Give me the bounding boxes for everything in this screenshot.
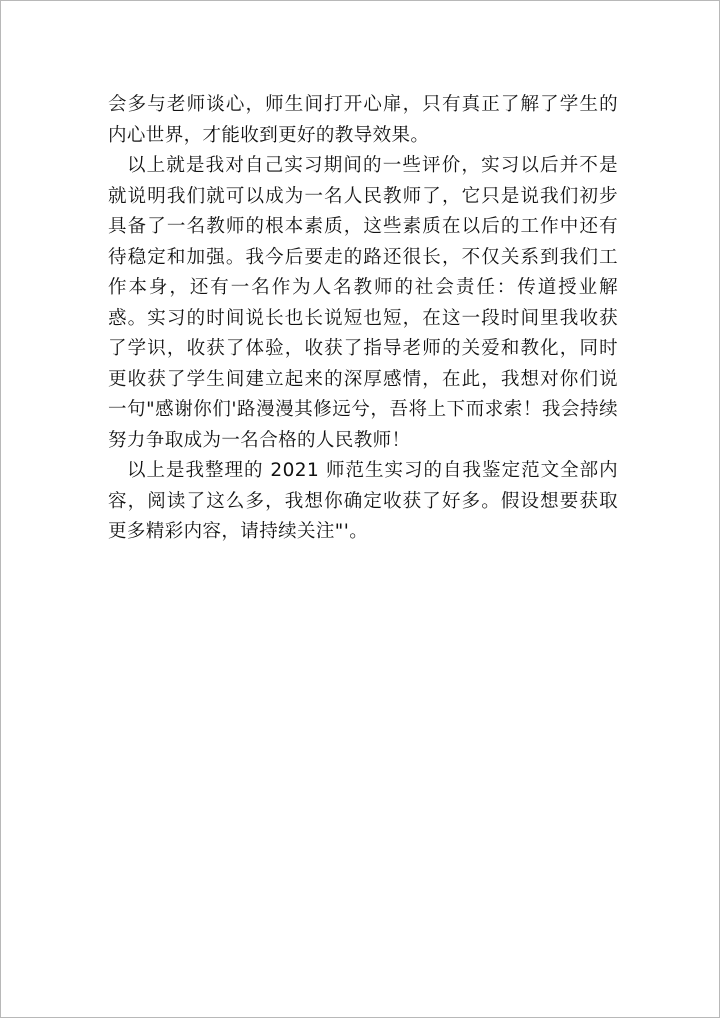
- paragraph-closing-note: 以上是我整理的 2021 师范生实习的自我鉴定范文全部内容，阅读了这么多，我想你确定收获了好多。假设想要获取更多精彩内容，请持续关注"'。: [108, 460, 618, 542]
- document-body: [108, 90, 618, 548]
- paragraph-continuation: 会多与老师谈心，师生间打开心扉，只有真正了解了学生的内心世界，才能收到更好的教导效果。: [108, 94, 618, 146]
- paragraph-self-evaluation: 以上就是我对自己实习期间的一些评价，实习以后并不是就说明我们就可以成为一名人民教师了，它只是说我们初步具备了一名教师的根本素质，这些素质在以后的工作中还有待稳定和加强。我今后要走的路还很长，不仅关系到我们工作本身，还有一名作为人名教师的社会责任：传道授业解惑。实习的时间说长也长说短也短，在这一段时间里我收获了学识，收获了体验，收获了指导老师的关爱和教化，同时更收获了学生间建立起来的深厚感情，在此，我想对你们说一句"感谢你们'路漫漫其修远兮，吾将上下而求索！我会持续努力争取成为一名合格的人民教师！: [108, 155, 618, 451]
